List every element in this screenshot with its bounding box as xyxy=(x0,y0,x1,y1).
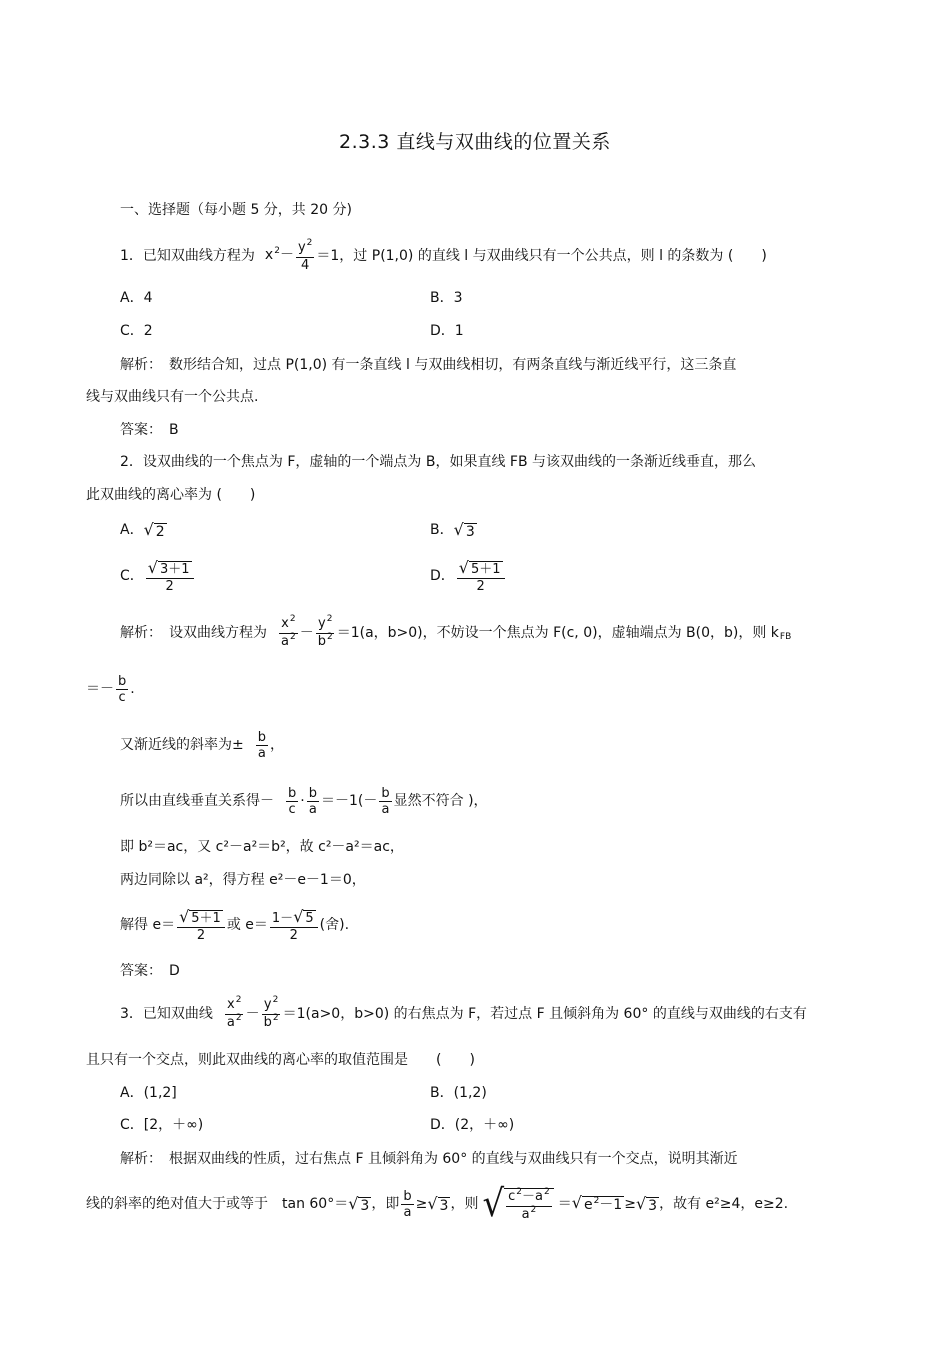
q1-option-a: A．4 xyxy=(120,290,153,306)
q3-option-a: A．(1,2] xyxy=(120,1085,177,1101)
q3-option-b: B．(1,2) xyxy=(430,1085,487,1101)
q2-answer: 答案： D xyxy=(120,963,180,979)
q2-solution: 解得 e＝ √ 5＋1 2 或 e＝ 1－ √ 5 2 (舍). xyxy=(120,906,350,943)
q1-analysis: 解析： 数形结合知，过点 P(1,0) 有一条直线 l 与双曲线相切，有两条直线与渐近线平行，这三条直 xyxy=(120,357,737,373)
q3-option-d: D．(2，＋∞) xyxy=(430,1117,515,1133)
question-2: 2．设双曲线的一个焦点为 F，虚轴的一个端点为 B，如果直线 FB 与该双曲线的一条渐近线垂直，那么 xyxy=(120,454,757,470)
q2-equation-2: 两边同除以 a²，得方程 e²－e－1＝0， xyxy=(120,872,366,888)
question-3: 3．已知双曲线 $\frac{x^2}{a^2}$ － $\frac{y^2}{b^2}$ ＝1(a>0，b>0) 的右焦点为 F，若过点 F 且倾斜角为 60° 的直线与双曲线的右支有 xyxy=(120,994,807,1030)
q1-analysis-cont: 线与双曲线只有一个公共点. xyxy=(86,389,259,405)
q1-option-c: C．2 xyxy=(120,323,153,339)
q1-option-d: D．1 xyxy=(430,323,464,339)
question-3-cont: 且只有一个交点，则此双曲线的离心率的取值范围是 ( ) xyxy=(86,1052,475,1068)
q2-equation-1: 即 b²＝ac，又 c²－a²＝b²，故 c²－a²＝ac， xyxy=(120,839,404,855)
q2-option-d: D． √ 5＋1 2 xyxy=(430,556,507,596)
q2-option-c: C． √ 3＋1 2 xyxy=(120,556,196,596)
q1-answer: 答案： B xyxy=(120,422,179,438)
q3-analysis: 解析： 根据双曲线的性质，过右焦点 F 且倾斜角为 60° 的直线与双曲线只有一个交点，说明其渐近 xyxy=(120,1151,738,1167)
section-heading: 一、选择题（每小题 5 分，共 20 分) xyxy=(120,202,352,218)
q2-option-b: B． √ 3 xyxy=(430,519,475,540)
q2-analysis: 解析： 设双曲线方程为 $\frac{x^2}{a^2}$ － $\frac{y^2}{b^2}$ ＝1(a，b>0)，不妨设一个焦点为 F(c, 0)，虚轴端点为 B(0，b)，则 k FB xyxy=(120,613,792,649)
q2-asymptote-slope: 又渐近线的斜率为± $\frac{b}{a}$ ， xyxy=(120,729,284,761)
q2-perpendicular: 所以由直线垂直关系得－ $\frac{b}{c}$ · $\frac{b}{a}$ ＝－1(－ $\frac{b}{a}$ 显然不符合 )， xyxy=(120,785,488,817)
q3-option-c: C．[2，＋∞) xyxy=(120,1117,204,1133)
q3-analysis-cont: 线的斜率的绝对值大于或等于 tan 60°＝ √ 3 ，即 $\frac{b}{a}$ ≥ √ 3 ，则 √ $\frac{c^2-a^2}{a^2}$ ＝ √ $e^2-1$ ≥ √ 3 ， 故有 e²≥4，e≥2. xyxy=(86,1182,789,1226)
question-2-cont: 此双曲线的离心率为 ( ) xyxy=(86,487,256,503)
q2-option-a: A． √ 2 xyxy=(120,519,165,540)
q2-analysis-cont: ＝－ $\frac{b}{c}$ . xyxy=(86,673,135,705)
question-1: 1．已知双曲线方程为 $x^2-$ $\frac{y^2}{4}$ ＝1，过 P(1,0) 的直线 l 与双曲线只有一个公共点，则 l 的条数为 ( ) xyxy=(120,237,767,273)
q1-option-b: B．3 xyxy=(430,290,463,306)
page-title: 2.3.3 直线与双曲线的位置关系 xyxy=(339,131,611,153)
